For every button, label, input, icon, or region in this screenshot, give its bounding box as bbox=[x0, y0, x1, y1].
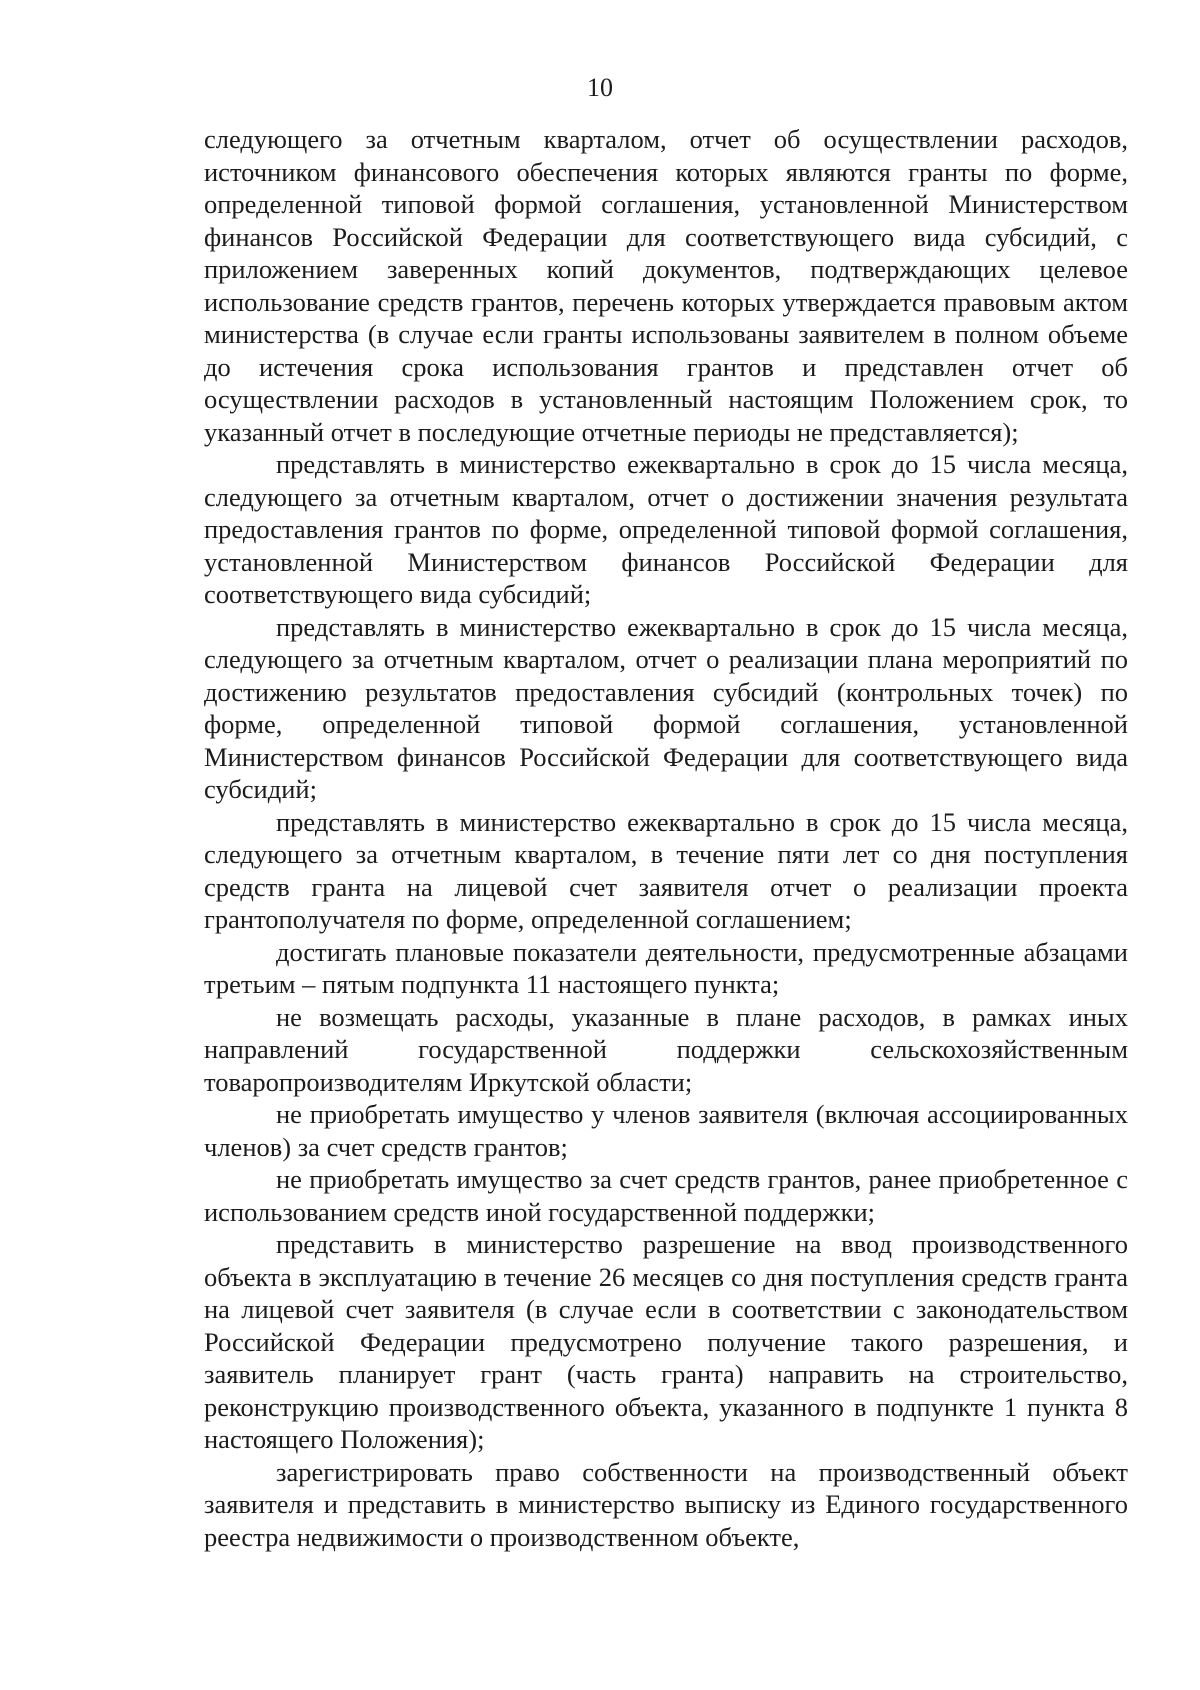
paragraph-register-ownership: зарегистрировать право собственности на производственный объект заявителя и представить в министерство выписку из Единого государственного реестра недвижимости о производственном объекте, bbox=[204, 1456, 1128, 1552]
paragraph-report-on-project: представлять в министерство ежеквартально в срок до 15 числа месяца, следующего за отчетным кварталом, в течение пяти лет со дня поступления средств гранта на лицевой счет заявителя отчет о реализации проекта грантополучателя по форме, определенной соглашением; bbox=[204, 806, 1128, 934]
paragraph-commissioning-permit: представить в министерство разрешение на ввод производственного объекта в эксплуатацию в течение 26 месяцев со дня поступления средств гранта на лицевой счет заявителя (в случае если в соответствии с законодательством Российской Федерации предусмотрено получение такого разрешения, и заявитель планирует грант (часть гранта) направить на строительство, реконструкцию производственного объекта, указанного в подпункте 1 пункта 8 настоящего Положения); bbox=[204, 1229, 1128, 1454]
paragraph-report-on-result-value: представлять в министерство ежеквартально в срок до 15 числа месяца, следующего за отчетным кварталом, отчет о достижении значения результата предоставления грантов по форме, определенной типовой формой соглашения, установленной Министерством финансов Российской Федерации для соответствующего вида субсидий; bbox=[204, 449, 1128, 609]
paragraph-report-on-action-plan: представлять в министерство ежеквартально в срок до 15 числа месяца, следующего за отчетным кварталом, отчет о реализации плана мероприятий по достижению результатов предоставления субсидий (контрольных точек) по форме, определенной типовой формой соглашения, установленной Министерством финансов Российской Федерации для соответствующего вида субсидий; bbox=[204, 611, 1128, 804]
paragraph-no-purchase-previously-funded: не приобретать имущество за счет средств грантов, ранее приобретенное с использованием средств иной государственной поддержки; bbox=[204, 1164, 1128, 1227]
paragraph-no-purchase-from-members: не приобретать имущество у членов заявителя (включая ассоциированных членов) за счет средств грантов; bbox=[204, 1099, 1128, 1162]
page-number: 10 bbox=[587, 73, 613, 102]
document-body bbox=[204, 123, 1128, 1553]
paragraph-report-on-expenses: следующего за отчетным кварталом, отчет об осуществлении расходов, источником финансового обеспечения которых являются гранты по форме, определенной типовой формой соглашения, установленной Министерством финансов Российской Федерации для соответствующего вида субсидий, с приложением заверенных копий документов, подтверждающих целевое использование средств грантов, перечень которых утверждается правовым актом министерства (в случае если гранты использованы заявителем в полном объеме до истечения срока использования грантов и представлен отчет об осуществлении расходов в установленный настоящим Положением срок, то указанный отчет в последующие отчетные периоды не представляется); bbox=[204, 124, 1128, 447]
paragraph-no-double-reimbursement: не возмещать расходы, указанные в плане расходов, в рамках иных направлений государственной поддержки сельскохозяйственным товаропроизводителям Иркутской области; bbox=[204, 1001, 1128, 1097]
paragraph-achieve-indicators: достигать плановые показатели деятельности, предусмотренные абзацами третьим – пятым подпункта 11 настоящего пункта; bbox=[204, 936, 1128, 999]
